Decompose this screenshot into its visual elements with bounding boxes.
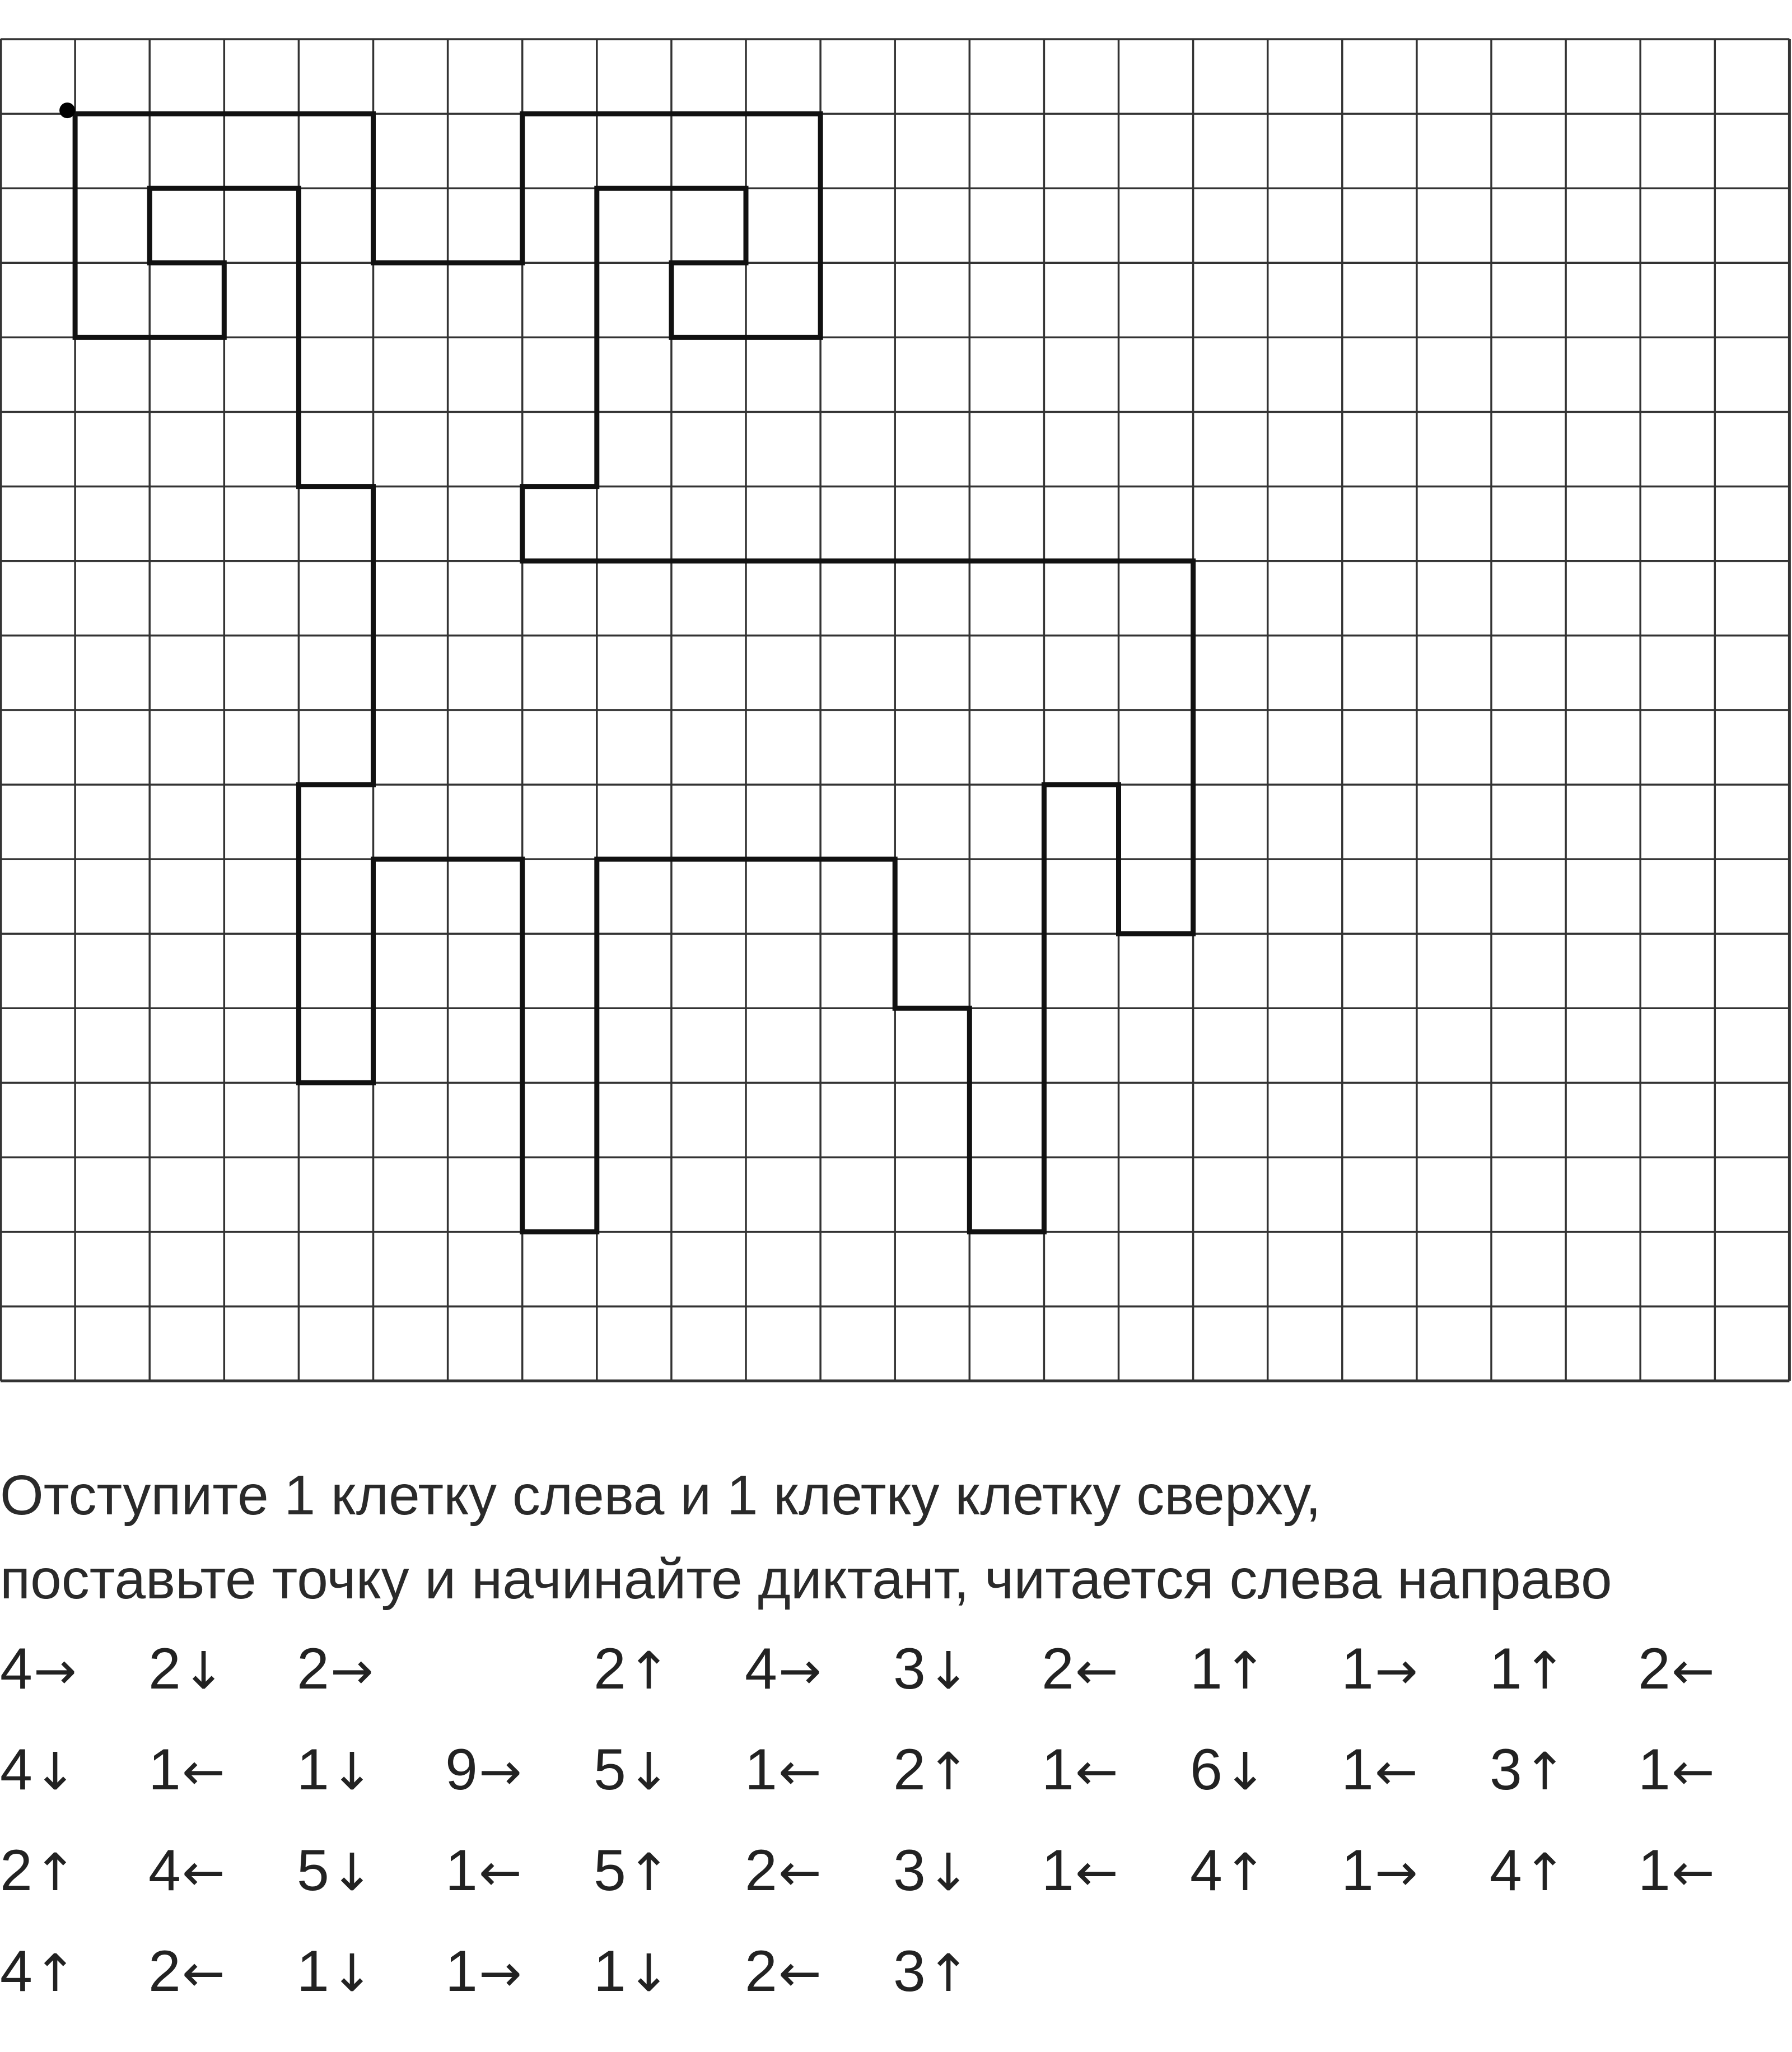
direction-arrow-icon: ← <box>778 1843 822 1902</box>
dictation-step <box>1638 1826 1715 1918</box>
direction-arrow-icon: ↑ <box>33 1843 77 1902</box>
direction-arrow-icon: ↓ <box>926 1843 970 1902</box>
dictation-steps <box>0 1624 1792 2039</box>
dictation-step <box>594 1826 670 1918</box>
direction-arrow-icon: ↑ <box>1223 1843 1267 1902</box>
step-count: 5 <box>594 1737 626 1802</box>
step-count: 3 <box>893 1939 926 2004</box>
direction-arrow-icon: ↑ <box>926 1943 970 2003</box>
step-count: 2 <box>893 1737 926 1802</box>
direction-arrow-icon: ↑ <box>1523 1843 1566 1902</box>
direction-arrow-icon: ↓ <box>627 1742 670 1802</box>
dictation-step <box>297 1725 374 1817</box>
step-count: 4 <box>148 1838 181 1903</box>
direction-arrow-icon: ← <box>778 1943 822 2003</box>
direction-arrow-icon: → <box>1374 1641 1418 1701</box>
dictation-step <box>0 1927 77 2018</box>
step-count: 3 <box>893 1636 926 1701</box>
dictation-step <box>1190 1826 1267 1918</box>
step-count: 1 <box>1190 1636 1222 1701</box>
direction-arrow-icon: ← <box>1671 1843 1715 1902</box>
dictation-step <box>1341 1725 1418 1817</box>
step-count: 1 <box>1042 1737 1074 1802</box>
dictation-row <box>0 1725 1792 1826</box>
step-count: 1 <box>1341 1737 1374 1802</box>
direction-arrow-icon: ← <box>1671 1742 1715 1802</box>
dictation-step <box>745 1927 822 2018</box>
dictation-step <box>745 1624 822 1716</box>
direction-arrow-icon: ← <box>1075 1843 1118 1902</box>
direction-arrow-icon: ↑ <box>1223 1641 1267 1701</box>
direction-arrow-icon: ↓ <box>330 1843 374 1902</box>
dictation-step <box>1190 1725 1267 1817</box>
step-count: 2 <box>1042 1636 1074 1701</box>
direction-arrow-icon: → <box>478 1943 522 2003</box>
step-count: 1 <box>1638 1737 1670 1802</box>
direction-arrow-icon: → <box>478 1742 522 1802</box>
dictation-step <box>0 1826 77 1918</box>
grid-lines <box>1 39 1789 1381</box>
step-count: 2 <box>745 1939 777 2004</box>
direction-arrow-icon: ↑ <box>1523 1742 1566 1802</box>
dictation-row <box>0 1927 1792 2027</box>
direction-arrow-icon: ↓ <box>330 1742 374 1802</box>
dictation-step <box>893 1927 970 2018</box>
step-count: 9 <box>445 1737 478 1802</box>
dictation-step <box>745 1725 822 1817</box>
step-count: 1 <box>148 1737 181 1802</box>
dictation-step <box>0 1624 77 1716</box>
dictation-step <box>1490 1624 1566 1716</box>
direction-arrow-icon: ↑ <box>1523 1641 1566 1701</box>
step-count: 2 <box>148 1939 181 2004</box>
dictation-step <box>594 1725 670 1817</box>
step-count: 1 <box>297 1939 329 2004</box>
dictation-step <box>1638 1725 1715 1817</box>
direction-arrow-icon: → <box>33 1641 77 1701</box>
direction-arrow-icon: ← <box>181 1843 225 1902</box>
dictation-step <box>1341 1624 1418 1716</box>
dictation-step <box>297 1927 374 2018</box>
dictation-step <box>148 1624 225 1716</box>
step-count: 4 <box>0 1636 32 1701</box>
step-count: 4 <box>745 1636 777 1701</box>
dictation-step <box>893 1725 970 1817</box>
dictation-step <box>893 1624 970 1716</box>
direction-arrow-icon: → <box>778 1641 822 1701</box>
dictation-step <box>445 1927 522 2018</box>
dictation-row <box>0 1826 1792 1927</box>
step-count: 2 <box>0 1838 32 1903</box>
step-count: 2 <box>297 1636 329 1701</box>
figure-outline <box>75 114 1193 1232</box>
direction-arrow-icon: ← <box>1374 1742 1418 1802</box>
dictation-step <box>745 1826 822 1918</box>
direction-arrow-icon: ↓ <box>330 1943 374 2003</box>
direction-arrow-icon: ↑ <box>33 1943 77 2003</box>
step-count: 1 <box>1490 1636 1522 1701</box>
dictation-step <box>445 1725 522 1817</box>
step-count: 2 <box>745 1838 777 1903</box>
direction-arrow-icon: ← <box>778 1742 822 1802</box>
direction-arrow-icon: ← <box>181 1742 225 1802</box>
step-count: 4 <box>1190 1838 1222 1903</box>
direction-arrow-icon: ← <box>181 1943 225 2003</box>
direction-arrow-icon: ↓ <box>181 1641 225 1701</box>
dictation-row <box>0 1624 1792 1725</box>
dictation-step <box>297 1826 374 1918</box>
step-count: 2 <box>148 1636 181 1701</box>
step-count: 5 <box>297 1838 329 1903</box>
direction-arrow-icon: ↑ <box>627 1641 670 1701</box>
step-count: 2 <box>594 1636 626 1701</box>
dictation-step <box>1190 1624 1267 1716</box>
dictation-step <box>148 1826 225 1918</box>
dictation-step <box>297 1624 374 1716</box>
step-count: 1 <box>745 1737 777 1802</box>
step-count: 4 <box>0 1939 32 2004</box>
instruction-line-2: поставьте точку и начинайте диктант, читается слева направо <box>0 1548 1612 1611</box>
step-count: 5 <box>594 1838 626 1903</box>
direction-arrow-icon: → <box>1374 1843 1418 1902</box>
step-count: 1 <box>297 1737 329 1802</box>
dictation-step <box>893 1826 970 1918</box>
instructions <box>0 1453 1792 1621</box>
step-count: 1 <box>1638 1838 1670 1903</box>
step-count: 3 <box>893 1838 926 1903</box>
step-count: 2 <box>1638 1636 1670 1701</box>
direction-arrow-icon: ← <box>1671 1641 1715 1701</box>
direction-arrow-icon: ↓ <box>926 1641 970 1701</box>
direction-arrow-icon: ← <box>1075 1742 1118 1802</box>
dictation-step <box>0 1725 77 1817</box>
dictation-step <box>1042 1725 1118 1817</box>
direction-arrow-icon: ↓ <box>33 1742 77 1802</box>
step-count: 1 <box>445 1939 478 2004</box>
direction-arrow-icon: ↑ <box>926 1742 970 1802</box>
instruction-line-1: Отступите 1 клетку слева и 1 клетку клетку сверху, <box>0 1464 1322 1527</box>
step-count: 1 <box>1341 1636 1374 1701</box>
step-count: 6 <box>1190 1737 1222 1802</box>
dictation-step <box>594 1624 670 1716</box>
direction-arrow-icon: ← <box>478 1843 522 1902</box>
step-count: 3 <box>1490 1737 1522 1802</box>
dictation-step <box>1490 1826 1566 1918</box>
step-count: 4 <box>1490 1838 1522 1903</box>
direction-arrow-icon: ← <box>1075 1641 1118 1701</box>
dictation-step <box>148 1927 225 2018</box>
start-dot <box>59 102 75 118</box>
step-count: 1 <box>594 1939 626 2004</box>
dictation-step <box>1042 1624 1118 1716</box>
step-count: 1 <box>1042 1838 1074 1903</box>
dictation-step <box>1638 1624 1715 1716</box>
dictation-step <box>148 1725 225 1817</box>
direction-arrow-icon: ↓ <box>627 1943 670 2003</box>
dictation-step <box>594 1927 670 2018</box>
dictation-step <box>445 1826 522 1918</box>
dictation-step <box>1341 1826 1418 1918</box>
step-count: 1 <box>1341 1838 1374 1903</box>
direction-arrow-icon: ↑ <box>627 1843 670 1902</box>
step-count: 4 <box>0 1737 32 1802</box>
direction-arrow-icon: → <box>330 1641 374 1701</box>
dictation-step <box>1042 1826 1118 1918</box>
dictation-step <box>1490 1725 1566 1817</box>
step-count: 1 <box>445 1838 478 1903</box>
direction-arrow-icon: ↓ <box>1223 1742 1267 1802</box>
